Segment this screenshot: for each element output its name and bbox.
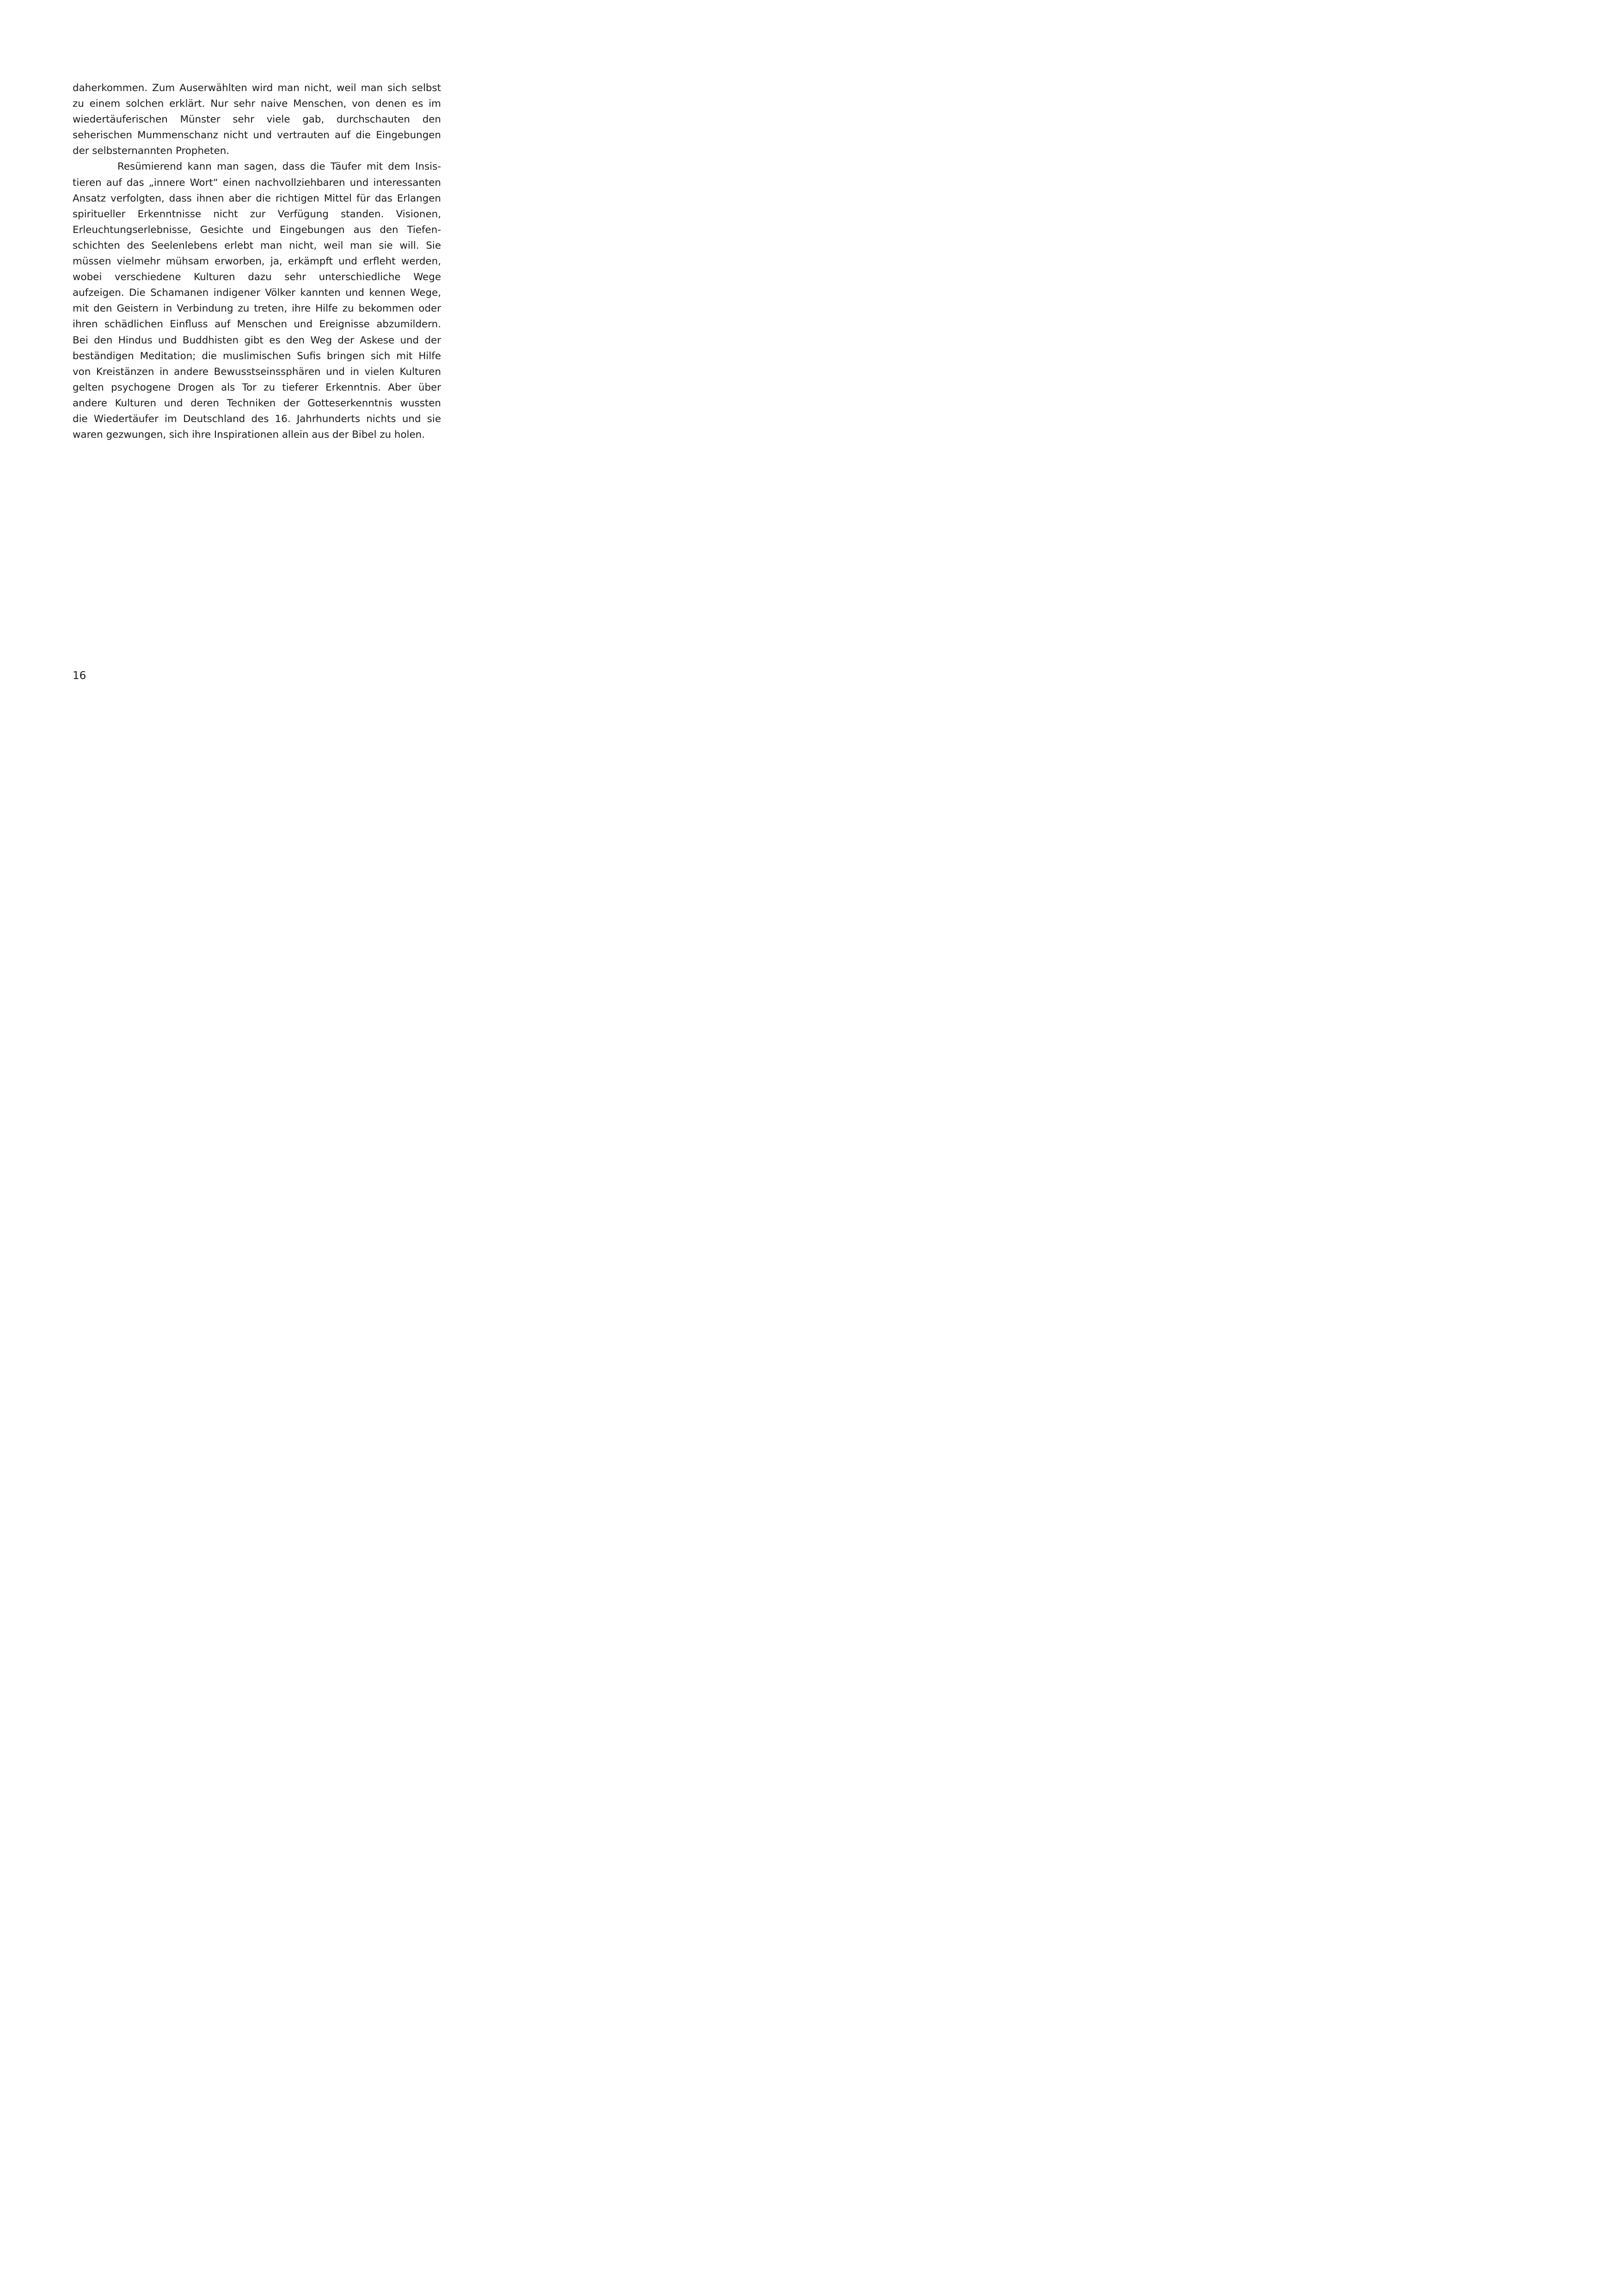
- text-line: spiritueller Erkenntnisse nicht zur Verfügung standen. Visionen,: [73, 208, 441, 220]
- text-line: Bei den Hindus und Buddhisten gibt es den Weg der Askese und der: [73, 334, 441, 346]
- document-page: [0, 0, 509, 722]
- text-line: tieren auf das „innere Wort“ einen nachvollziehbaren und interessanten: [73, 177, 441, 189]
- text-line: mit den Geistern in Verbindung zu treten, ihre Hilfe zu bekommen oder: [73, 303, 441, 315]
- page-number: 16: [73, 670, 86, 682]
- text-line: von Kreistänzen in andere Bewusstseinssphären und in vielen Kulturen: [73, 366, 441, 378]
- text-line: wobei verschiedene Kulturen dazu sehr unterschiedliche Wege: [73, 271, 441, 283]
- text-line: ihren schädlichen Einfluss auf Menschen und Ereignisse abzumildern.: [73, 318, 441, 331]
- text-line: waren gezwungen, sich ihre Inspirationen allein aus der Bibel zu holen.: [73, 429, 425, 441]
- text-line: die Wiedertäufer im Deutschland des 16. Jahrhunderts nichts und sie: [73, 413, 441, 425]
- text-line: schichten des Seelenlebens erlebt man nicht, weil man sie will. Sie: [73, 239, 441, 251]
- text-line: Ansatz verfolgten, dass ihnen aber die richtigen Mittel für das Erlangen: [73, 192, 441, 204]
- text-line: wiedertäuferischen Münster sehr viele gab, durchschauten den: [73, 114, 441, 126]
- text-line: müssen vielmehr mühsam erworben, ja, erkämpft und erfleht werden,: [73, 256, 441, 268]
- body-text: [73, 80, 441, 443]
- text-line: aufzeigen. Die Schamanen indigener Völker kannten und kennen Wege,: [73, 287, 441, 299]
- text-line: gelten psychogene Drogen als Tor zu tieferer Erkenntnis. Aber über: [73, 381, 441, 393]
- paragraph-first-line: Resümierend kann man sagen, dass die Täufer mit dem Insis-: [117, 161, 441, 173]
- text-line: seherischen Mummenschanz nicht und vertrauten auf die Eingebungen: [73, 129, 441, 141]
- text-line: beständigen Meditation; die muslimischen Sufis bringen sich mit Hilfe: [73, 350, 441, 362]
- text-line: der selbsternannten Propheten.: [73, 145, 230, 157]
- text-line: Erleuchtungserlebnisse, Gesichte und Eingebungen aus den Tiefen-: [73, 224, 441, 236]
- text-line: zu einem solchen erklärt. Nur sehr naive Menschen, von denen es im: [73, 98, 441, 110]
- text-line: daherkommen. Zum Auserwählten wird man nicht, weil man sich selbst: [73, 82, 441, 94]
- text-line: andere Kulturen und deren Techniken der Gotteserkenntnis wussten: [73, 397, 441, 409]
